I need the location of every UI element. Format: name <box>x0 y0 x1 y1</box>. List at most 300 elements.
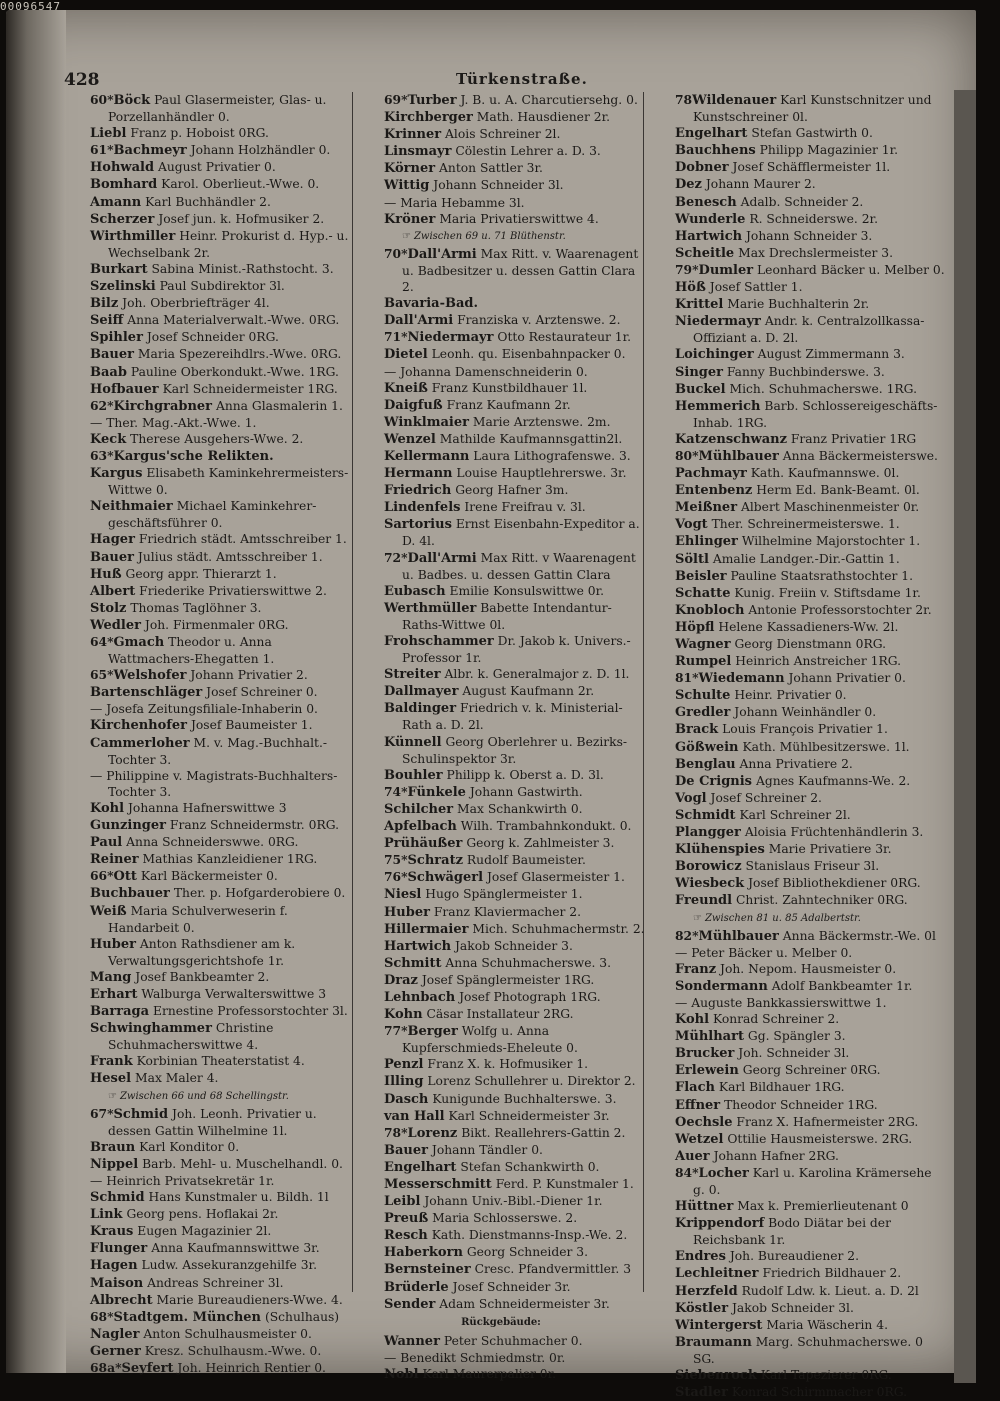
resident-name: Wintergerst <box>675 1317 763 1333</box>
directory-entry <box>356 683 646 700</box>
resident-name: Kraus <box>90 1224 134 1240</box>
directory-entry <box>62 851 350 868</box>
house-number: 74* <box>384 783 408 799</box>
resident-name: Penzl <box>384 1057 424 1073</box>
house-number: 62* <box>90 397 114 413</box>
resident-detail: Franz Kaufmann 2r. <box>446 397 571 412</box>
resident-detail: Paul Glasermeister, Glas- u. Porzellanhändler 0. <box>108 93 327 125</box>
resident-name: Kröner <box>384 211 436 227</box>
resident-name: Kohl <box>90 800 125 816</box>
resident-name: Scheitle <box>675 245 735 261</box>
directory-entry <box>62 1003 350 1020</box>
resident-detail: Josef Sattler 1. <box>709 280 803 295</box>
directory-entry <box>647 824 945 841</box>
resident-name: Wenzel <box>384 431 436 447</box>
resident-name: Vogt <box>675 517 708 533</box>
directory-entry <box>62 800 350 817</box>
resident-name: Wanner <box>384 1333 440 1349</box>
resident-detail: Anna Glasmalerin 1. <box>215 398 343 413</box>
resident-detail: Leonhard Bäcker u. Melber 0. <box>757 262 945 277</box>
resident-name: Bernsteiner <box>384 1262 471 1278</box>
page-number: 428 <box>64 70 100 90</box>
directory-entry <box>647 1248 945 1265</box>
resident-name: Kohn <box>384 1007 423 1023</box>
resident-name: Buckel <box>675 381 726 397</box>
resident-detail: — Ther. Mag.-Akt.-Wwe. 1. <box>90 415 257 430</box>
directory-entry <box>62 415 350 431</box>
resident-name: Apfelbach <box>384 819 457 835</box>
resident-name: Stadler <box>675 1385 728 1401</box>
directory-entry <box>356 177 646 194</box>
resident-detail: Josef Schreiner 2. <box>710 790 822 805</box>
resident-name: Freundl <box>675 893 733 909</box>
resident-detail: — Josefa Zeitungsfiliale-Inhaberin 0. <box>90 702 318 717</box>
directory-entry <box>647 1062 945 1079</box>
directory-entry <box>356 246 646 295</box>
resident-name: Krittel <box>675 297 724 313</box>
resident-name: Hagen <box>90 1258 138 1274</box>
section-heading: Rückgebäude: <box>461 1316 541 1328</box>
directory-entry <box>356 852 646 869</box>
resident-detail: Max Maler 4. <box>135 1071 219 1086</box>
resident-name: Katzenschwanz <box>675 431 787 447</box>
column-divider <box>352 92 353 1292</box>
resident-name: Hermann <box>384 466 453 482</box>
resident-detail: Josef Glasermeister 1. <box>487 870 625 885</box>
directory-entry <box>62 346 350 363</box>
directory-entry <box>62 717 350 734</box>
directory-entry <box>647 262 945 279</box>
resident-name: Winklmaier <box>384 414 469 430</box>
resident-name: Burkart <box>90 261 148 277</box>
resident-name: Söltl <box>675 551 709 567</box>
directory-entry <box>356 904 646 921</box>
resident-detail: J. B. u. A. Charcutiersehg. 0. <box>460 93 638 107</box>
resident-name: Hesel <box>90 1071 132 1087</box>
resident-detail: Josef Schneider 0RG. <box>146 330 279 345</box>
resident-detail: Korbinian Theaterstatist 4. <box>136 1054 305 1069</box>
resident-name: Endres <box>675 1249 726 1265</box>
resident-name: Huß <box>90 566 122 582</box>
resident-detail: Dr. Jakob k. Univers.-Professor 1r. <box>402 634 631 666</box>
resident-name: Mühlbauer <box>698 928 779 944</box>
resident-detail: Johann Tändler 0. <box>431 1142 543 1157</box>
resident-detail: Georg Schneider 3. <box>466 1245 589 1260</box>
directory-entry <box>62 1139 350 1156</box>
resident-name: Turber <box>407 93 457 108</box>
resident-detail: Johanna Hafnerswittwe 3 <box>128 800 287 815</box>
resident-name: Herzfeld <box>675 1283 738 1299</box>
resident-name: Link <box>90 1207 123 1223</box>
directory-entry <box>647 704 945 721</box>
directory-entry <box>62 701 350 717</box>
resident-detail: Franz Kunstbildhauer 1l. <box>431 380 588 395</box>
resident-detail: Bikt. Reallehrers-Gattin 2. <box>461 1125 626 1140</box>
directory-entry <box>62 817 350 834</box>
resident-name: Hofbauer <box>90 381 159 397</box>
resident-name: Bomhard <box>90 177 158 193</box>
resident-name: van Hall <box>384 1108 445 1124</box>
resident-detail: R. Schneiderswe. 2r. <box>749 211 878 226</box>
directory-entry <box>356 818 646 835</box>
directory-entry <box>647 1131 945 1148</box>
resident-name: Bilz <box>90 296 119 312</box>
resident-detail: Marg. Schuhmacherswe. 0 SG. <box>693 1334 923 1366</box>
resident-name: Lorenz <box>407 1125 458 1141</box>
directory-entry <box>647 721 945 738</box>
resident-detail: Josef jun. k. Hofmusiker 2. <box>158 211 325 226</box>
directory-entry <box>356 312 646 329</box>
resident-detail: — Peter Bäcker u. Melber 0. <box>675 945 853 960</box>
directory-entry <box>647 142 945 159</box>
resident-name: Huber <box>90 936 136 952</box>
resident-name: Hartwich <box>384 938 452 954</box>
resident-detail: Andr. k. Centralzollkassa-Offiziant a. D. 2l. <box>693 314 925 346</box>
resident-detail: Georg Schreiner 0RG. <box>742 1063 881 1078</box>
resident-detail: Emilie Konsulswittwe 0r. <box>449 583 605 598</box>
resident-detail: Karl Buchhändler 2. <box>145 194 271 209</box>
adjacent-page-strip <box>954 90 976 1383</box>
resident-detail: August Kaufmann 2r. <box>462 684 595 699</box>
directory-entry <box>647 978 945 995</box>
resident-detail: Fanny Buchbinderswe. 3. <box>726 364 885 379</box>
resident-detail: Pauline Oberkondukt.-Wwe. 1RG. <box>130 364 339 379</box>
resident-name: Schmidt <box>675 807 736 823</box>
resident-detail: Max Schankwirth 0. <box>457 801 583 816</box>
directory-entry <box>356 989 646 1006</box>
resident-detail: Adolf Bankbeamter 1r. <box>771 978 913 993</box>
page-gutter-shadow <box>6 10 66 1373</box>
resident-name: Sondermann <box>675 978 768 994</box>
resident-detail: Friedrich v. k. Ministerial-Rath a. D. 2l. <box>402 701 623 733</box>
directory-entry <box>647 858 945 875</box>
resident-detail: Cresc. Pfandvermittler. 3 <box>474 1262 632 1277</box>
directory-column-1 <box>62 92 350 1377</box>
resident-detail: Josef Schneider 3r. <box>452 1279 571 1294</box>
directory-entry <box>356 1227 646 1244</box>
resident-detail: Max k. Premierlieutenant 0 <box>737 1199 909 1214</box>
directory-entry <box>356 801 646 818</box>
resident-detail: Christ. Zahntechniker 0RG. <box>735 893 908 908</box>
resident-detail: — Johanna Damenschneiderin 0. <box>384 364 588 379</box>
resident-name: Engelhart <box>675 126 748 142</box>
resident-detail: Heinr. Privatier 0. <box>734 688 847 703</box>
resident-detail: Max Drechslermeister 3. <box>738 245 894 260</box>
resident-name: Krinner <box>384 127 442 143</box>
directory-entry <box>62 549 350 566</box>
house-number: 69* <box>384 92 408 107</box>
directory-entry <box>647 398 945 431</box>
directory-entry <box>647 1114 945 1131</box>
resident-detail: Karl Kunstschnitzer und Kunstschreiner 0l. <box>693 93 932 125</box>
resident-detail: Theodor u. Anna Wattmachers-Ehegatten 1. <box>108 635 275 667</box>
house-number: 70* <box>384 245 408 261</box>
resident-name: Dez <box>675 177 702 193</box>
resident-detail: Anna Schuhmacherswe. 3. <box>445 955 612 970</box>
resident-name: Ehlinger <box>675 534 738 550</box>
directory-entry <box>62 398 350 415</box>
directory-entry <box>356 700 646 733</box>
resident-name: Maison <box>90 1275 144 1291</box>
resident-name: Hemmerich <box>675 398 761 414</box>
directory-entry <box>62 295 350 312</box>
resident-detail: Konrad Schirmmacher 0RG. <box>731 1385 908 1400</box>
directory-entry <box>356 143 646 160</box>
cross-street-note <box>62 1089 350 1105</box>
resident-detail: — Philippine v. Magistrats-Buchhalters-Tochter 3. <box>90 768 338 799</box>
directory-entry <box>356 414 646 431</box>
resident-name: Leibl <box>384 1194 421 1210</box>
directory-entry <box>62 1309 350 1326</box>
resident-name: Sender <box>384 1296 436 1312</box>
resident-name: Gunzinger <box>90 818 166 834</box>
resident-name: Höpfl <box>675 619 715 635</box>
resident-name: Nobl <box>384 1367 419 1383</box>
resident-detail: Johann Privatier 2. <box>190 668 308 683</box>
resident-name: Flach <box>675 1080 715 1096</box>
resident-detail: Joh. Leonh. Privatier u. dessen Gattin Wilhelmine 1l. <box>108 1106 317 1138</box>
resident-detail: Maria Privatierswittwe 4. <box>439 211 599 226</box>
resident-name: Schmitt <box>384 955 442 971</box>
resident-detail: Johann Maurer 2. <box>705 177 816 192</box>
resident-detail: Antonie Professorstochter 2r. <box>748 602 932 617</box>
directory-entry <box>647 1097 945 1114</box>
resident-detail: Thomas Taglöhner 3. <box>130 600 262 615</box>
directory-entry <box>356 835 646 852</box>
directory-entry <box>356 1108 646 1125</box>
resident-name: Prühäußer <box>384 836 463 852</box>
directory-entry <box>62 617 350 634</box>
directory-entry <box>647 1148 945 1165</box>
house-number: 60* <box>90 92 114 107</box>
resident-detail: Walburga Verwalterswittwe 3 <box>141 986 327 1001</box>
resident-name: Schilcher <box>384 801 454 817</box>
directory-entry <box>356 1193 646 1210</box>
directory-entry <box>62 885 350 902</box>
resident-detail: Mathias Kanzleidiener 1RG. <box>142 852 318 867</box>
cross-street-text: Zwischen 69 u. 71 Blüthenstr. <box>413 230 566 242</box>
resident-detail: Kath. Kaufmannswe. 0l. <box>750 466 900 481</box>
directory-entry <box>647 364 945 381</box>
resident-detail: Kath. Dienstmanns-Insp.-We. 2. <box>431 1228 628 1243</box>
cross-street-text: Zwischen 66 und 68 Schellingstr. <box>119 1090 289 1102</box>
directory-entry <box>62 364 350 381</box>
directory-entry <box>647 516 945 533</box>
directory-entry <box>62 1053 350 1070</box>
directory-entry <box>356 666 646 683</box>
resident-detail: Ther. Schreinermeisterswe. 1. <box>711 517 900 532</box>
resident-name: Engelhart <box>384 1159 457 1175</box>
directory-entry <box>356 1091 646 1108</box>
house-number: 76* <box>384 869 408 885</box>
resident-name: Sartorius <box>384 517 452 533</box>
resident-detail: Rudolf Baumeister. <box>466 853 586 868</box>
resident-detail: Josef Spänglermeister 1RG. <box>421 972 595 987</box>
resident-name: Krippendorf <box>675 1216 765 1232</box>
directory-entry <box>356 1279 646 1296</box>
resident-name: Schatte <box>675 585 731 601</box>
resident-detail: Johann Schneider 3l. <box>433 178 564 193</box>
house-number: 72* <box>384 549 408 565</box>
house-number: 64* <box>90 634 114 649</box>
house-number: 77* <box>384 1023 408 1039</box>
resident-detail: — Maria Hebamme 3l. <box>384 195 525 210</box>
resident-detail: Max Ritt. v Waarenagent u. Badbes. u. dessen Gattin Clara <box>402 550 636 582</box>
house-number: 81* <box>675 670 699 686</box>
resident-detail: Anna Schneiderswwe. 0RG. <box>126 835 299 850</box>
directory-entry <box>647 1384 945 1401</box>
resident-name: Draz <box>384 972 418 988</box>
directory-entry <box>647 1028 945 1045</box>
resident-detail: Anna Materialverwalt.-Wwe. 0RG. <box>127 313 340 328</box>
resident-detail: Michael Kaminkehrer-geschäftsführer 0. <box>108 499 317 531</box>
directory-entry <box>647 465 945 482</box>
resident-name: Knobloch <box>675 602 745 618</box>
directory-entry <box>356 211 646 228</box>
resident-detail: Ferd. P. Kunstmaler 1. <box>495 1177 634 1191</box>
resident-detail: Georg Hafner 3m. <box>455 483 569 498</box>
resident-detail: Helene Kassadieners-Ww. 2l. <box>718 619 899 634</box>
resident-name: Seyfert <box>121 1361 174 1377</box>
resident-name: Messerschmitt <box>384 1177 492 1192</box>
resident-name: Pachmayr <box>675 466 747 482</box>
directory-entry <box>647 1283 945 1300</box>
directory-entry <box>647 841 945 858</box>
house-number: 61* <box>90 142 114 158</box>
directory-column-3 <box>647 92 945 1401</box>
resident-detail: Alois Schreiner 2l. <box>445 127 561 142</box>
directory-entry <box>62 176 350 193</box>
resident-detail: Therese Ausgehers-Wwe. 2. <box>130 431 304 446</box>
resident-detail: — Benedikt Schmiedmstr. 0r. <box>384 1350 566 1365</box>
resident-detail: Ottilie Hausmeisterswe. 2RG. <box>727 1131 913 1146</box>
directory-entry <box>62 1106 350 1139</box>
resident-detail: Karol. Oberlieut.-Wwe. 0. <box>161 177 320 192</box>
house-number: 82* <box>675 927 699 943</box>
directory-entry <box>62 465 350 498</box>
resident-name: Schwägerl <box>407 870 484 886</box>
resident-name: Stolz <box>90 600 127 616</box>
resident-name: Linsmayr <box>384 144 452 160</box>
directory-entry <box>62 448 350 465</box>
resident-detail: Cäsar Installateur 2RG. <box>426 1007 574 1022</box>
resident-name: Böck <box>113 93 151 108</box>
directory-entry <box>356 499 646 516</box>
resident-name: Nagler <box>90 1326 140 1342</box>
directory-entry <box>647 945 945 961</box>
directory-entry <box>62 278 350 295</box>
resident-detail: Pauline Staatsrathstochter 1. <box>730 568 913 583</box>
resident-name: Kargus <box>90 466 143 482</box>
directory-entry <box>62 1326 350 1343</box>
resident-name: Reiner <box>90 852 139 868</box>
resident-detail: Friedrich Bildhauer 2. <box>762 1266 902 1281</box>
directory-entry <box>356 1366 646 1383</box>
directory-entry <box>647 1300 945 1317</box>
directory-entry <box>647 619 945 636</box>
resident-detail: Louis François Privatier 1. <box>722 722 888 737</box>
house-number: 67* <box>90 1105 114 1121</box>
resident-name: Amann <box>90 194 142 210</box>
directory-entry <box>356 1006 646 1023</box>
resident-detail: Cölestin Lehrer a. D. 3. <box>455 144 601 159</box>
resident-detail: Josef Bibliothekdiener 0RG. <box>748 876 921 891</box>
resident-detail: Mich. Schuhmachermstr. 2. <box>472 921 645 936</box>
directory-entry <box>647 551 945 568</box>
resident-name: Frohschammer <box>384 634 494 649</box>
directory-entry <box>356 160 646 177</box>
resident-name: De Crignis <box>675 773 753 789</box>
resident-detail: Ther. p. Hofgarderobiere 0. <box>173 886 346 901</box>
resident-name: Schratz <box>407 853 463 869</box>
resident-detail: Kunigunde Buchhalterswe. 3. <box>432 1091 617 1106</box>
resident-name: Bauer <box>90 347 134 363</box>
resident-name: Wunderle <box>675 211 746 227</box>
directory-entry <box>647 636 945 653</box>
directory-entry <box>356 955 646 972</box>
directory-entry <box>356 1261 646 1278</box>
resident-name: Albert <box>90 583 136 599</box>
directory-entry <box>356 195 646 211</box>
resident-name: Flunger <box>90 1241 148 1257</box>
resident-name: Vogl <box>675 790 707 806</box>
house-number: 84* <box>675 1164 699 1180</box>
directory-entry <box>647 92 945 125</box>
resident-name: Haberkorn <box>384 1245 463 1261</box>
house-number: 78* <box>384 1124 408 1140</box>
directory-entry <box>356 886 646 903</box>
directory-entry <box>62 381 350 398</box>
directory-entry <box>62 1189 350 1206</box>
resident-detail: Math. Hausdiener 2r. <box>476 110 611 125</box>
resident-name: Dallmayer <box>384 684 459 700</box>
directory-entry <box>356 1056 646 1073</box>
directory-entry <box>356 767 646 784</box>
directory-entry <box>62 969 350 986</box>
directory-entry <box>356 1023 646 1056</box>
resident-name: Albrecht <box>90 1292 153 1308</box>
resident-detail: Leonh. qu. Eisenbahnpacker 0. <box>431 347 626 362</box>
resident-name: Buchbauer <box>90 886 170 902</box>
directory-entry <box>647 1265 945 1282</box>
directory-entry <box>647 313 945 346</box>
resident-name: Wiedemann <box>698 671 785 687</box>
directory-entry <box>62 1360 350 1377</box>
resident-name: Kirchenhofer <box>90 718 188 734</box>
resident-detail: Adam Schneidermeister 3r. <box>439 1296 610 1311</box>
resident-detail: Mich. Schuhmacherswe. 1RG. <box>729 381 917 396</box>
resident-detail: Wilhelmine Majorstochter 1. <box>741 534 921 549</box>
resident-name: Entenbenz <box>675 483 753 499</box>
house-number: 75* <box>384 852 408 868</box>
directory-entry <box>647 687 945 704</box>
resident-name: Franz <box>675 961 717 977</box>
directory-entry <box>356 734 646 767</box>
directory-entry <box>356 448 646 465</box>
directory-entry <box>62 986 350 1003</box>
resident-name: Braun <box>90 1139 136 1155</box>
directory-entry <box>356 92 646 109</box>
directory-entry <box>647 1045 945 1062</box>
pointing-hand-icon: ☞ <box>693 912 702 924</box>
resident-detail: Josef Schreiner 0. <box>206 685 318 700</box>
resident-name: Körner <box>384 161 436 177</box>
resident-name: Seiff <box>90 313 124 329</box>
resident-detail: Barb. Schlossereigeschäfts-Inhab. 1RG. <box>693 398 938 430</box>
resident-detail: Heinrich Anstreicher 1RG. <box>735 654 902 669</box>
resident-detail: Georg appr. Thierarzt 1. <box>125 566 277 581</box>
directory-entry <box>62 1257 350 1274</box>
